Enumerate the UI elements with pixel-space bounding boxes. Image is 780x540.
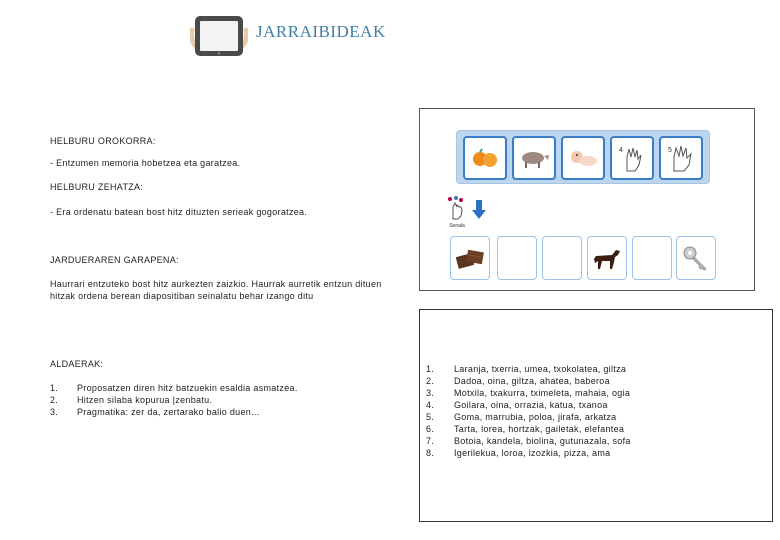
pig-image [512, 136, 556, 180]
list-item: 1. Proposatzen diren hitz batzuekin esaldia asmatzea. [50, 383, 298, 393]
list-item: 6. Tarta, lorea, hortzak, gailetak, elefantea [426, 424, 625, 434]
svg-text:5: 5 [668, 147, 672, 154]
list-item: 5. Goma, marrubia, poloa, jirafa, arkatza [426, 412, 617, 422]
aldaerak-heading: ALDAERAK: [50, 359, 104, 369]
list-item: 1. Laranja, txerria, umea, txokolatea, giltza [426, 364, 627, 374]
helburu-orokorra-text: - Entzumen memoria hobetzea eta garatzea. [50, 158, 241, 168]
answer-slot-2[interactable] [497, 236, 537, 280]
erabilitako-list [426, 363, 631, 459]
answer-slot-3[interactable] [542, 236, 582, 280]
helburu-zehatza-text: - Era ordenatu batean bost hitz dituzten serieak gogoratzea. [50, 207, 308, 217]
word-card-strip [456, 130, 710, 184]
list-item: 3. Motxila, txakurra, tximeleta, mahaia, ogia [426, 388, 631, 398]
list-item: 2. Dadoa, oina, giltza, ahatea, baberoa [426, 376, 610, 386]
helburu-orokorra-heading: HELBURU OROKORRA: [50, 136, 156, 146]
list-item: 3. Pragmatika: zer da, zertarako balio duen... [50, 407, 260, 417]
jarduera-line-1: Haurrari entzuteko bost hitz aurkezten zaizkio. Haurrak aurretik entzun dituen [50, 279, 382, 289]
key-image [676, 236, 716, 280]
helburu-zehatza-heading: HELBURU ZEHATZA: [50, 182, 144, 192]
orange-image [463, 136, 507, 180]
list-item: 7. Botoia, kandela, biolina, gutunazala, sofa [426, 436, 631, 446]
point-icon [444, 194, 470, 228]
list-item: 2. Hitzen silaba kopurua |zenbatu. [50, 395, 213, 405]
tablet-icon [190, 14, 248, 58]
aldaerak-list [50, 382, 298, 418]
horse-image [587, 236, 627, 280]
hand-sign-1-image [610, 136, 654, 180]
jarduera-heading: JARDUERAREN GARAPENA: [50, 255, 179, 265]
chocolate-image [450, 236, 490, 280]
point-label: Senala [449, 223, 465, 229]
answer-slot-5[interactable] [632, 236, 672, 280]
svg-text:4: 4 [619, 147, 623, 154]
list-item: 4. Goilara, oina, orrazia, katua, txanoa [426, 400, 608, 410]
arrow-down-icon [472, 200, 486, 225]
baby-image [561, 136, 605, 180]
jarduera-line-2: hitzak ordena berean diapositiban seinalatu behar izango ditu [50, 291, 314, 301]
page-title: JARRAIBIDEAK [256, 22, 386, 41]
list-item: 8. Igerilekua, loroa, izozkia, pizza, ama [426, 448, 611, 458]
hand-sign-2-image [659, 136, 703, 180]
